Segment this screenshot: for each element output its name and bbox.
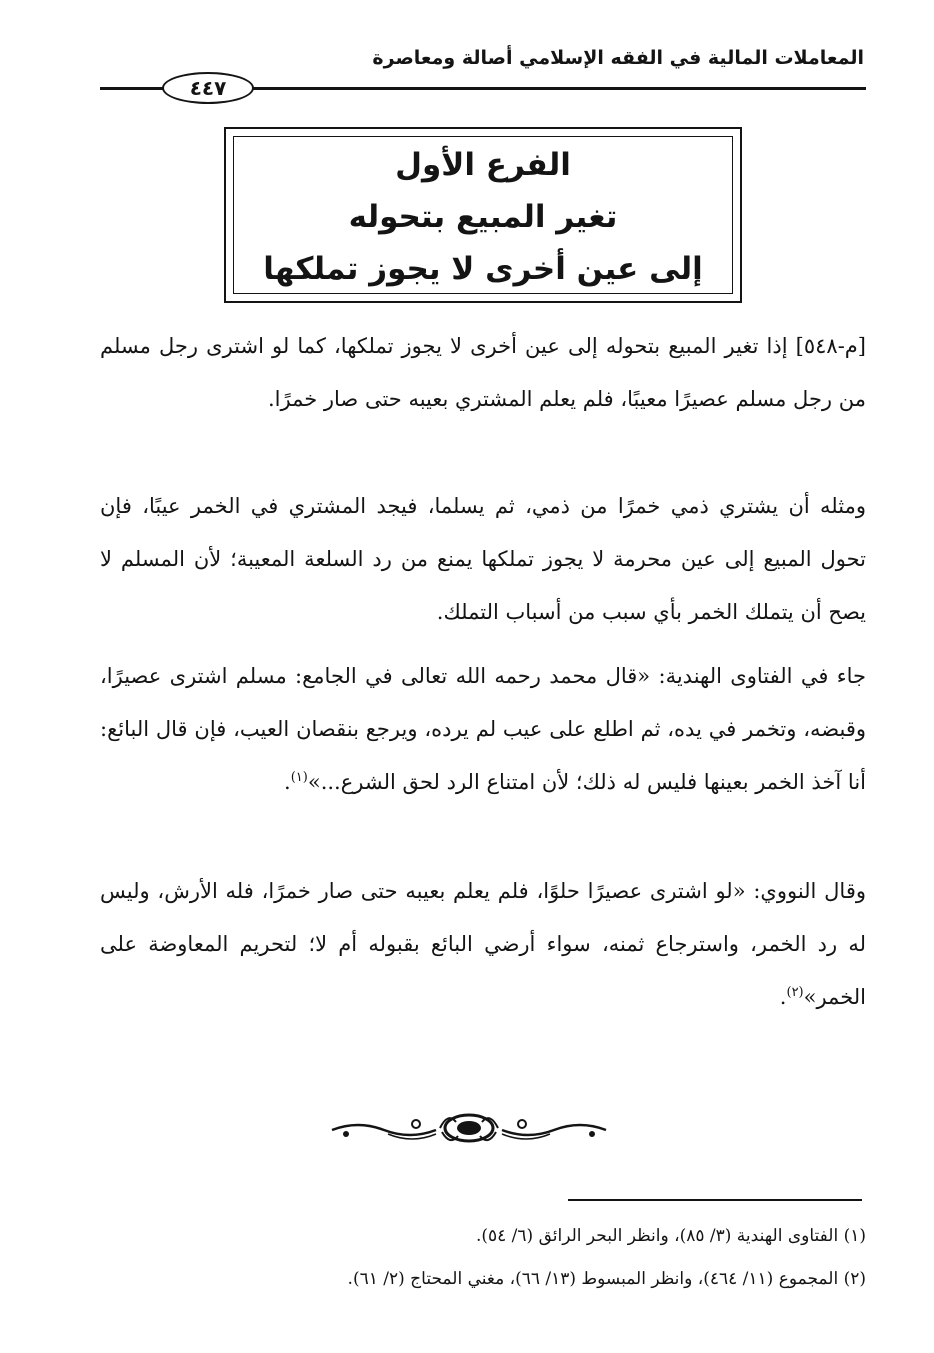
footnote-1-marker: (١) <box>843 1226 866 1246</box>
section-title-line-3: إلى عين أخرى لا يجوز تملكها <box>263 251 703 287</box>
footnote-2-text: المجموع (١١/ ٤٦٤)، وانظر المبسوط (١٣/ ٦٦)، مغني المحتاج (٢/ ٦١). <box>347 1269 839 1289</box>
footnote-2 <box>86 1265 866 1293</box>
paragraph-4-text: وقال النووي: «لو اشترى عصيرًا حلوًا، فلم يعلم بعيبه حتى صار خمرًا، فله الأرش، وليس له رد الخمر، واسترجاع ثمنه، سواء أرضي البائع بقبوله أم لا؛ لتحريم المعاوضة على الخمر» <box>100 879 866 1009</box>
section-title-line-1: الفرع الأول <box>395 147 571 183</box>
footnote-1 <box>86 1222 866 1250</box>
paragraph-4-tail: . <box>779 985 787 1009</box>
footnote-reference-2: (٢) <box>786 985 804 1000</box>
section-title-line-2: تغير المبيع بتحوله <box>348 199 618 235</box>
paragraph-1 <box>100 320 866 426</box>
paragraph-3 <box>100 650 866 809</box>
footnote-reference-1: (١) <box>290 770 308 785</box>
footnote-separator <box>568 1199 862 1201</box>
footnote-2-marker: (٢) <box>843 1269 866 1289</box>
paragraph-2 <box>100 480 866 639</box>
paragraph-2-text: ومثله أن يشتري ذمي خمرًا من ذمي، ثم يسلما، فيجد المشتري في الخمر عيبًا، فإن تحول المبيع إلى عين محرمة لا يجوز تملكها يمنع من رد السلعة المعيبة؛ لأن المسلم لا يصح أن يتملك الخمر بأي سبب من أسباب التملك. <box>100 494 866 624</box>
footnote-1-text: الفتاوى الهندية (٣/ ٨٥)، وانظر البحر الرائق (٦/ ٥٤). <box>475 1226 839 1246</box>
page-number: ٤٤٧ <box>162 72 254 104</box>
paragraph-4 <box>100 865 866 1024</box>
section-title-box <box>224 127 742 303</box>
paragraph-3-text: جاء في الفتاوى الهندية: «قال محمد رحمه الله تعالى في الجامع: مسلم اشترى عصيرًا، وقبضه، وتخمر في يده، ثم اطلع على عيب لم يرده، ويرجع بنقصان العيب، فإن قال البائع: أنا آخذ الخمر بعينها فليس له ذلك؛ لأن امتناع الرد لحق الشرع...» <box>100 664 866 794</box>
paragraph-1-text: [م-٥٤٨] إذا تغير المبيع بتحوله إلى عين أخرى لا يجوز تملكها، كما لو اشترى رجل مسلم من رجل مسلم عصيرًا معيبًا، فلم يعلم المشتري بعيبه حتى صار خمرًا. <box>100 334 866 411</box>
running-header-title: المعاملات المالية في الفقه الإسلامي أصالة ومعاصرة <box>372 47 864 69</box>
decorative-ornament-divider <box>328 1108 610 1148</box>
paragraph-3-tail: . <box>284 770 291 794</box>
